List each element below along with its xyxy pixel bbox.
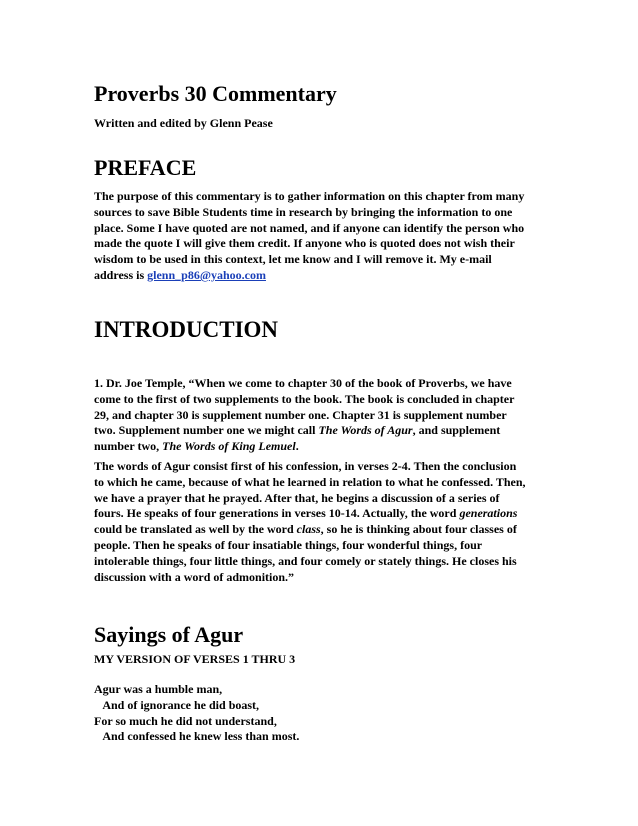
- intro-line: [94, 522, 554, 538]
- intro-paragraph-1: [94, 376, 554, 455]
- emphasis-generations: generations: [459, 506, 518, 521]
- poem-line: Agur was a humble man,: [94, 682, 223, 696]
- introduction-heading: INTRODUCTION: [94, 317, 279, 342]
- preface-paragraph: [94, 189, 554, 284]
- preface-line: sources to save Bible Students time in research by bringing the information to one: [94, 204, 513, 219]
- preface-line: place. Some I have quoted are not named, and if anyone can identify the person who: [94, 220, 525, 235]
- intro-line: [94, 506, 554, 522]
- verse-version-subheading: MY VERSION OF VERSES 1 THRU 3: [94, 652, 296, 666]
- poem-line: For so much he did not understand,: [94, 713, 277, 728]
- intro-line: people. Then he speaks of four insatiable things, four wonderful things, four: [94, 537, 483, 552]
- author-byline: Written and edited by Glenn Pease: [94, 116, 273, 130]
- preface-line: The purpose of this commentary is to gather information on this chapter from many: [94, 189, 525, 203]
- sayings-heading: Sayings of Agur: [94, 622, 244, 647]
- intro-line: The words of Agur consist first of his confession, in verses 2-4. Then the conclusion: [94, 459, 517, 473]
- intro-line: 29, and chapter 30 is supplement number one. Chapter 31 is supplement number: [94, 407, 507, 422]
- intro-text: number two,: [94, 439, 163, 454]
- preface-line: made the quote I will give them credit. If anyone who is quoted does not wish their: [94, 236, 515, 251]
- intro-paragraph-2: [94, 459, 554, 585]
- intro-line: [94, 423, 554, 439]
- preface-line: [94, 268, 554, 284]
- emphasis-class: class: [296, 522, 321, 537]
- poem-line: And of ignorance he did boast,: [94, 697, 260, 712]
- document-title: Proverbs 30 Commentary: [94, 81, 337, 106]
- book-title-agur: The Words of Agur: [318, 423, 413, 438]
- intro-text: fours. He speaks of four generations in verses 10-14. Actually, the word: [94, 506, 460, 521]
- intro-text: .: [295, 439, 299, 454]
- email-link[interactable]: glenn_p86@yahoo.com: [147, 267, 266, 282]
- intro-text: two. Supplement number one we might call: [94, 423, 319, 438]
- intro-line: come to the first of two supplements to the book. The book is concluded in chapter: [94, 391, 515, 406]
- intro-text: could be translated as well by the word: [94, 522, 297, 537]
- intro-line: [94, 439, 554, 455]
- intro-text: , so he is thinking about four classes of: [320, 522, 517, 537]
- intro-line: to which he came, because of what he learned in relation to what he confessed. Then,: [94, 474, 526, 489]
- preface-heading: PREFACE: [94, 155, 197, 180]
- intro-line: we have a prayer that he prayed. After that, he begins a discussion of a series of: [94, 490, 500, 505]
- preface-line: wisdom to be used in this context, let me know and I will remove it. My e-mail: [94, 252, 492, 267]
- intro-line: 1. Dr. Joe Temple, “When we come to chapter 30 of the book of Proverbs, we have: [94, 376, 512, 390]
- poem-line: And confessed he knew less than most.: [94, 729, 300, 744]
- intro-line: discussion with a word of admonition.”: [94, 569, 295, 584]
- intro-line: intolerable things, four little things, and four comely or stately things. He closes his: [94, 553, 517, 568]
- poem: [94, 682, 299, 745]
- email-prefix: address is: [94, 267, 148, 282]
- book-title-lemuel: The Words of King Lemuel: [162, 439, 296, 454]
- intro-text: , and supplement: [412, 423, 501, 438]
